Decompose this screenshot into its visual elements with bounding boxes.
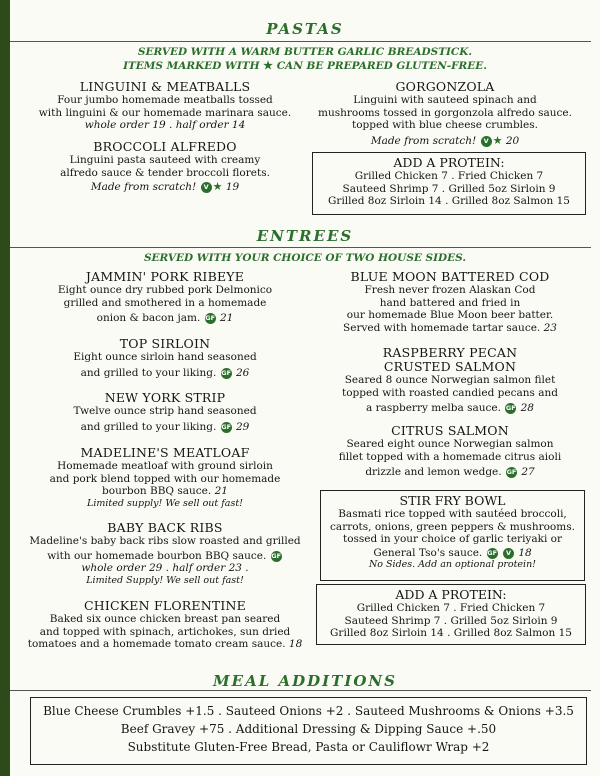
pastas-note-1: SERVED WITH A WARM BUTTER GARLIC BREADSTICK.	[137, 46, 473, 58]
item-desc: Linguini pasta sauteed with creamy	[69, 154, 261, 166]
note-text: ITEMS MARKED WITH	[123, 60, 260, 72]
menu-item-battered-cod	[310, 270, 590, 334]
divider	[10, 690, 591, 691]
gluten-free-icon: GF	[221, 368, 232, 377]
item-note: Limited supply! We sell out fast!	[87, 497, 243, 509]
meal-additions-heading: MEAL ADDITIONS	[213, 672, 397, 690]
meal-additions-box	[30, 697, 587, 765]
item-note: Made from scratch!	[90, 181, 197, 193]
protein-line: Grilled 8oz Sirloin 14 . Grilled 8oz Salmon 15	[328, 195, 570, 207]
item-desc-row	[310, 402, 590, 415]
item-price: whole order 29 . half order 23 .	[81, 562, 249, 574]
item-desc: Linguini with sauteed spinach and	[353, 94, 537, 106]
item-name: JAMMIN' PORK RIBEYE	[85, 269, 245, 284]
item-desc: a raspberry melba sauce.	[366, 402, 501, 414]
vegetarian-icon: V	[481, 136, 492, 147]
item-price: 27	[521, 466, 535, 478]
item-desc: hand battered and fried in	[379, 296, 521, 309]
menu-item-baby-back-ribs	[20, 521, 310, 587]
addition-line: Blue Cheese Crumbles +1.5 . Sauteed Onions +2 . Sauteed Mushrooms & Onions +3.5	[43, 704, 574, 718]
item-price: 19	[225, 181, 240, 193]
entree-protein-box	[316, 584, 586, 645]
item-desc: Fresh never frozen Alaskan Cod	[364, 284, 536, 296]
star-icon: ★	[263, 59, 274, 72]
item-price: 26	[236, 366, 250, 379]
menu-item-top-sirloin	[20, 337, 310, 379]
menu-item-citrus-salmon	[310, 424, 590, 479]
item-name: BABY BACK RIBS	[107, 520, 223, 535]
protein-line: Grilled Chicken 7 . Fried Chicken 7	[356, 602, 546, 614]
item-desc: with our homemade bourbon BBQ sauce.	[47, 549, 267, 562]
pastas-heading: PASTAS	[266, 20, 344, 38]
item-name: TOP SIRLOIN	[119, 336, 211, 351]
star-icon: ★	[212, 180, 223, 193]
gluten-free-icon: GF	[506, 468, 517, 476]
item-desc: mushrooms tossed in gorgonzola alfredo sauce.	[318, 106, 572, 119]
item-desc: our homemade Blue Moon beer batter.	[346, 309, 554, 321]
item-desc: bourbon BBQ sauce.	[102, 485, 212, 497]
item-desc: topped with roasted candied pecans and	[342, 386, 558, 399]
item-name: CRUSTED SALMON	[383, 359, 517, 374]
protein-title: ADD A PROTEIN:	[393, 155, 505, 170]
item-desc: Served with homemade tartar sauce.	[343, 321, 541, 334]
entrees-note: SERVED WITH YOUR CHOICE OF TWO HOUSE SIDES.	[143, 252, 467, 264]
addition-line: Beef Gravey +75 . Additional Dressing & Dipping Sauce +.50	[120, 722, 497, 736]
menu-item-broccoli-alfredo	[20, 140, 310, 194]
item-price: 18	[288, 638, 303, 650]
item-desc: and pork blend topped with our homemade	[49, 472, 281, 485]
stir-fry-box	[320, 490, 585, 581]
protein-line: Grilled 8oz Sirloin 14 . Grilled 8oz Salmon 15	[330, 627, 572, 639]
item-desc-row	[20, 421, 310, 434]
menu-item-gorgonzola	[300, 80, 590, 147]
item-desc-row	[310, 322, 590, 335]
protein-line: Sauteed Shrimp 7 . Grilled 5oz Sirloin 9	[344, 614, 558, 627]
item-desc: and grilled to your liking.	[80, 420, 217, 433]
gluten-free-icon: GF	[487, 548, 498, 557]
item-price: 21	[214, 485, 228, 497]
item-name: NEW YORK STRIP	[104, 390, 226, 405]
item-name: CHICKEN FLORENTINE	[84, 598, 246, 613]
item-desc: Homemade meatloaf with ground sirloin	[57, 460, 273, 472]
gluten-free-icon: GF	[271, 551, 282, 560]
item-name: BROCCOLI ALFREDO	[93, 139, 237, 154]
protein-line: Grilled Chicken 7 . Fried Chicken 7	[354, 170, 544, 182]
item-desc-row	[310, 466, 590, 479]
menu-item-ny-strip	[20, 391, 310, 433]
addition-line: Substitute Gluten-Free Bread, Pasta or Cauliflowr Wrap +2	[127, 740, 490, 754]
item-desc: General Tso's sauce.	[373, 546, 483, 559]
item-note: No Sides. Add an optional protein!	[368, 559, 537, 570]
item-desc: tomatoes and a homemade tomato cream sauce.	[27, 638, 286, 650]
item-price: 23	[543, 321, 557, 334]
item-desc: grilled and smothered in a homemade	[63, 296, 267, 309]
item-desc: with linguini & our homemade marinara sauce.	[38, 106, 292, 119]
item-desc: Eight ounce dry rubbed pork Delmonico	[57, 284, 273, 296]
menu-item-chicken-florentine	[20, 599, 310, 651]
item-desc: tossed in your choice of garlic teriyaki or	[342, 533, 563, 545]
menu-item-pork-ribeye	[20, 270, 310, 325]
item-price: 28	[520, 402, 534, 414]
menu-item-linguini	[20, 80, 310, 132]
item-desc: fillet topped with a homemade citrus aioli	[338, 450, 562, 463]
item-note-row	[300, 135, 590, 148]
item-price: 18	[518, 546, 532, 559]
protein-title: ADD A PROTEIN:	[395, 587, 507, 602]
item-price: whole order 19 . half order 14	[84, 119, 246, 131]
item-desc: Seared eight ounce Norwegian salmon	[346, 438, 554, 450]
item-name: RASPBERRY PECAN	[382, 345, 518, 360]
item-desc-row	[20, 638, 310, 651]
item-desc: Four jumbo homemade meatballs tossed	[57, 94, 273, 106]
pasta-protein-box	[312, 152, 586, 215]
menu-item-raspberry-pecan-salmon	[310, 346, 590, 415]
item-desc-row	[20, 550, 310, 563]
star-icon: ★	[492, 133, 503, 147]
item-desc-row	[20, 367, 310, 380]
note-text: CAN BE PREPARED GLUTEN-FREE.	[276, 60, 487, 72]
item-name: STIR FRY BOWL	[399, 493, 506, 508]
item-name: CITRUS SALMON	[391, 423, 509, 438]
item-name: BLUE MOON BATTERED COD	[350, 269, 550, 284]
pastas-note-2	[10, 59, 600, 73]
item-note: Made from scratch!	[370, 134, 477, 147]
vegetarian-icon: V	[503, 548, 514, 559]
item-desc: alfredo sauce & tender broccoli florets.	[60, 166, 270, 179]
gluten-free-icon: GF	[205, 314, 216, 322]
item-desc: Baked six ounce chicken breast pan seared	[49, 613, 281, 625]
item-note-row	[20, 181, 310, 194]
item-desc-row	[321, 547, 584, 560]
item-desc-row	[20, 312, 310, 325]
item-price: 21	[219, 312, 234, 324]
item-desc-row	[20, 485, 310, 498]
item-price: 20	[505, 134, 520, 147]
item-desc: Seared 8 ounce Norwegian salmon filet	[344, 374, 556, 386]
item-price: 29	[236, 420, 250, 433]
item-desc: Basmati rice topped with sautéed broccoli,	[338, 508, 567, 520]
divider	[10, 247, 591, 248]
menu-item-meatloaf	[20, 446, 310, 510]
gluten-free-icon: GF	[505, 404, 516, 412]
item-desc: and grilled to your liking.	[80, 366, 217, 379]
vegetarian-icon: V	[201, 182, 212, 193]
item-desc: and topped with spinach, artichokes, sun dried	[39, 625, 291, 638]
entrees-heading: ENTREES	[256, 227, 354, 245]
item-desc: drizzle and lemon wedge.	[365, 466, 502, 478]
item-name: MADELINE'S MEATLOAF	[80, 445, 250, 460]
item-desc: topped with blue cheese crumbles.	[352, 119, 538, 131]
divider	[10, 41, 591, 42]
item-desc: Eight ounce sirloin hand seasoned	[73, 351, 257, 363]
item-note: Limited Supply! We sell out fast!	[86, 574, 244, 586]
item-desc: Twelve ounce strip hand seasoned	[73, 405, 257, 417]
protein-line: Sauteed Shrimp 7 . Grilled 5oz Sirloin 9	[342, 182, 556, 195]
item-name: GORGONZOLA	[395, 79, 495, 94]
item-desc: carrots, onions, green peppers & mushrooms.	[330, 520, 575, 533]
sidebar-stripe	[0, 0, 10, 776]
item-desc: Madeline's baby back ribs slow roasted and grilled	[29, 535, 301, 547]
item-desc: onion & bacon jam.	[96, 312, 201, 324]
gluten-free-icon: GF	[221, 422, 232, 431]
item-name: LINGUINI & MEATBALLS	[79, 79, 251, 94]
